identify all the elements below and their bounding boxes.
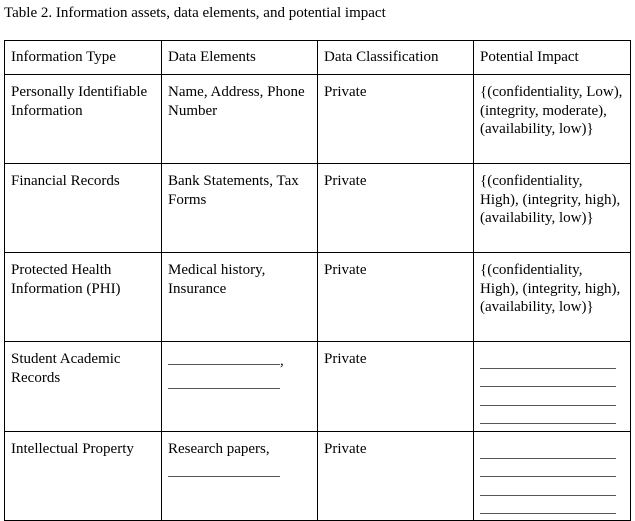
blank-line: [168, 371, 280, 390]
header-potential-impact: Potential Impact: [474, 41, 631, 75]
blank-line: [480, 406, 616, 425]
potential-impact-cell: {(confidentiality, Low), (integrity, moderate), (availability, low)}: [474, 75, 631, 164]
table-row: [5, 342, 631, 432]
blank-line: [168, 350, 280, 365]
information-type-cell: Intellectual Property: [5, 432, 162, 521]
potential-impact-cell: [474, 432, 631, 521]
blank-line: [480, 387, 616, 406]
blank-line: [480, 350, 616, 369]
potential-impact-cell: [474, 342, 631, 432]
blank-separator: ,: [280, 353, 284, 369]
data-elements-cell: Name, Address, Phone Number: [162, 75, 318, 164]
potential-impact-cell: {(confidentiality, High), (integrity, high), (availability, low)}: [474, 164, 631, 253]
information-type-cell: Personally Identifiable Information: [5, 75, 162, 164]
information-type-cell: Protected Health Information (PHI): [5, 253, 162, 342]
header-data-elements: Data Elements: [162, 41, 318, 75]
blank-line: [480, 369, 616, 388]
blank-line: [480, 440, 616, 459]
data-classification-cell: Private: [318, 164, 474, 253]
data-elements-text: Research papers,: [168, 441, 270, 457]
information-type-cell: Student Academic Records: [5, 342, 162, 432]
table-row: [5, 432, 631, 521]
data-classification-cell: Private: [318, 75, 474, 164]
table-row: [5, 164, 631, 253]
data-classification-cell: Private: [318, 253, 474, 342]
information-assets-table: [4, 40, 631, 521]
table-caption: Table 2. Information assets, data elements, and potential impact: [4, 5, 386, 21]
blank-line: [168, 459, 280, 478]
data-elements-cell: [162, 342, 318, 432]
data-classification-cell: Private: [318, 342, 474, 432]
header-row: [5, 41, 631, 75]
data-elements-cell: Medical history, Insurance: [162, 253, 318, 342]
data-elements-cell: Bank Statements, Tax Forms: [162, 164, 318, 253]
potential-impact-cell: {(confidentiality, High), (integrity, high), (availability, low)}: [474, 253, 631, 342]
information-type-cell: Financial Records: [5, 164, 162, 253]
blank-line: [480, 496, 616, 515]
table-row: [5, 253, 631, 342]
blank-fill-line-1: [168, 350, 311, 371]
header-data-classification: Data Classification: [318, 41, 474, 75]
blank-line: [480, 477, 616, 496]
blank-line: [480, 459, 616, 478]
data-elements-cell: [162, 432, 318, 521]
header-information-type: Information Type: [5, 41, 162, 75]
data-classification-cell: Private: [318, 432, 474, 521]
table-row: [5, 75, 631, 164]
